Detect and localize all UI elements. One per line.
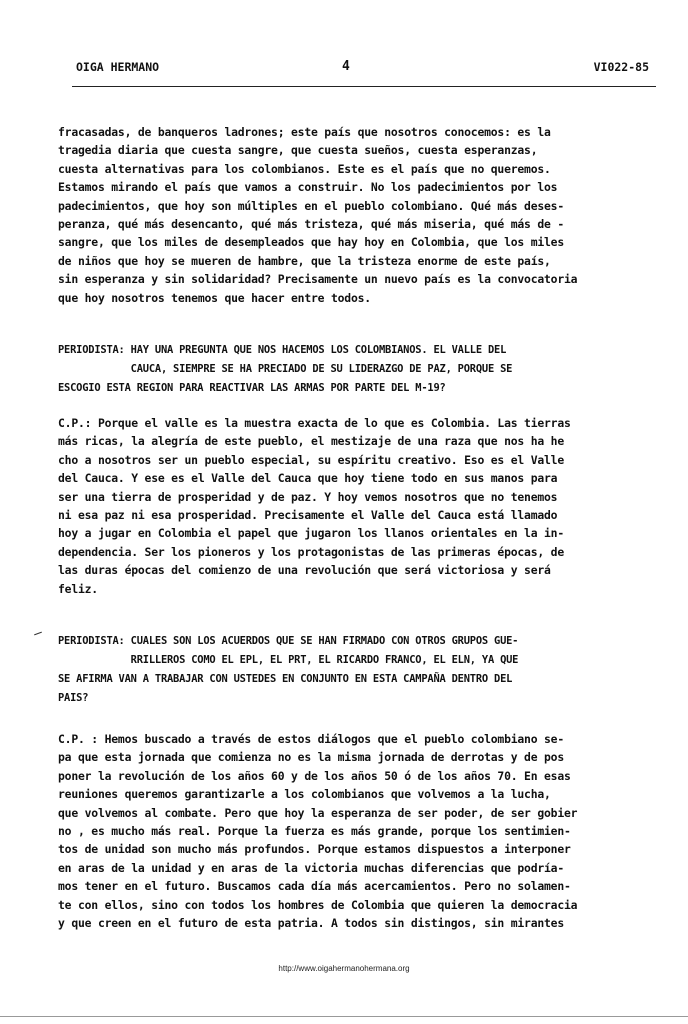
text-line: mos tener en el futuro. Buscamos cada día más acercamientos. Pero no solamen- bbox=[58, 879, 571, 894]
text-line: de niños que hoy se mueren de hambre, que la tristeza enorme de este país, bbox=[58, 253, 551, 268]
text-line: te con ellos, sino con todos los hombres de Colombia que quieren la democracia bbox=[58, 897, 578, 912]
text-line: tos de unidad son mucho más profundos. Porque estamos dispuestos a interponer bbox=[58, 842, 571, 857]
margin-mark bbox=[34, 632, 42, 636]
intro-paragraph bbox=[58, 123, 673, 307]
text-line: CAUCA, SIEMPRE SE HA PRECIADO DE SU LIDERAZGO DE PAZ, PORQUE SE bbox=[58, 363, 513, 375]
text-line: SE AFIRMA VAN A TRABAJAR CON USTEDES EN CONJUNTO EN ESTA CAMPAÑA DENTRO DEL bbox=[58, 673, 513, 685]
text-line: PERIODISTA: HAY UNA PREGUNTA QUE NOS HACEMOS LOS COLOMBIANOS. EL VALLE DEL bbox=[58, 344, 507, 356]
page-number: 4 bbox=[342, 59, 350, 74]
text-line: más ricas, la alegría de este pueblo, el mestizaje de una raza que nos ha he bbox=[58, 434, 564, 449]
question-2 bbox=[58, 632, 673, 708]
footer-url[interactable]: http://www.oigahermanohermana.org bbox=[278, 964, 410, 973]
page-header bbox=[72, 60, 657, 80]
document-code: VI022-85 bbox=[593, 60, 649, 74]
text-line: PAIS? bbox=[58, 692, 89, 704]
text-line: que volvemos al combate. Pero que hoy la esperanza de ser poder, de ser gobier bbox=[58, 805, 578, 820]
text-line: en aras de la unidad y en aras de la victoria muchas diferencias que podría- bbox=[58, 860, 564, 875]
text-line: poner la revolución de los años 60 y de los años 50 ó de los años 70. En esas bbox=[58, 768, 571, 783]
text-line: y que creen en el futuro de esta patria. A todos sin distingos, sin mirantes bbox=[58, 916, 564, 931]
header-rule bbox=[72, 86, 656, 87]
text-line: ser una tierra de prosperidad y de paz. Y hoy vemos nosotros que no tenemos bbox=[58, 489, 558, 504]
text-line: ni esa paz ni esa prosperidad. Precisamente el Valle del Cauca está llamado bbox=[58, 508, 558, 523]
text-line: ESCOGIO ESTA REGION PARA REACTIVAR LAS ARMAS POR PARTE DEL M-19? bbox=[58, 382, 446, 394]
text-line: no , es mucho más real. Porque la fuerza es más grande, porque los sentimien- bbox=[58, 824, 571, 839]
text-line: cho a nosotros ser un pueblo especial, su espíritu creativo. Eso es el Valle bbox=[58, 452, 564, 467]
text-line: tragedia diaria que cuesta sangre, que cuesta sueños, cuesta esperanzas, bbox=[58, 143, 538, 158]
text-line: pa que esta jornada que comienza no es la misma jornada de derrotas y de pos bbox=[58, 750, 564, 765]
text-line: sin esperanza y sin solidaridad? Precisamente un nuevo país es la convocatoria bbox=[58, 272, 578, 287]
answer-1 bbox=[58, 414, 673, 598]
text-line: fracasadas, de banqueros ladrones; este país que nosotros conocemos: es la bbox=[58, 125, 551, 139]
text-line: PERIODISTA: CUALES SON LOS ACUERDOS QUE SE HAN FIRMADO CON OTROS GRUPOS GUE- bbox=[58, 635, 519, 647]
publication-title: OIGA HERMANO bbox=[76, 60, 160, 74]
answer-2 bbox=[58, 730, 673, 932]
text-line: cuesta alternativas para los colombianos. Este es el país que no queremos. bbox=[58, 161, 551, 176]
text-line: C.P.: Porque el valle es la muestra exacta de lo que es Colombia. Las tierras bbox=[58, 416, 571, 430]
text-line: padecimientos, que hoy son múltiples en el pueblo colombiano. Qué más deses- bbox=[58, 198, 564, 213]
question-1 bbox=[58, 341, 673, 398]
text-line: reuniones queremos garantizarle a los colombianos que volvemos a la lucha, bbox=[58, 787, 551, 802]
bottom-rule bbox=[0, 1016, 688, 1017]
text-line: feliz. bbox=[58, 581, 98, 596]
text-line: las duras épocas del comienzo de una revolución que será victoriosa y será bbox=[58, 563, 551, 578]
text-line: RRILLEROS COMO EL EPL, EL PRT, EL RICARDO FRANCO, EL ELN, YA QUE bbox=[58, 654, 519, 666]
text-line: Estamos mirando el país que vamos a construir. No los padecimientos por los bbox=[58, 180, 558, 195]
text-line: sangre, que los miles de desempleados que hay hoy en Colombia, que los miles bbox=[58, 235, 564, 250]
text-line: dependencia. Ser los pioneros y los protagonistas de las primeras épocas, de bbox=[58, 544, 564, 559]
text-line: C.P. : Hemos buscado a través de estos diálogos que el pueblo colombiano se- bbox=[58, 732, 564, 746]
text-line: hoy a jugar en Colombia el papel que jugaron los llanos orientales en la in- bbox=[58, 526, 564, 541]
text-line: peranza, qué más desencanto, qué más tristeza, qué más miseria, qué más de - bbox=[58, 217, 564, 232]
text-line: del Cauca. Y ese es el Valle del Cauca que hoy tiene todo en sus manos para bbox=[58, 471, 558, 486]
text-line: que hoy nosotros tenemos que hacer entre todos. bbox=[58, 290, 371, 305]
